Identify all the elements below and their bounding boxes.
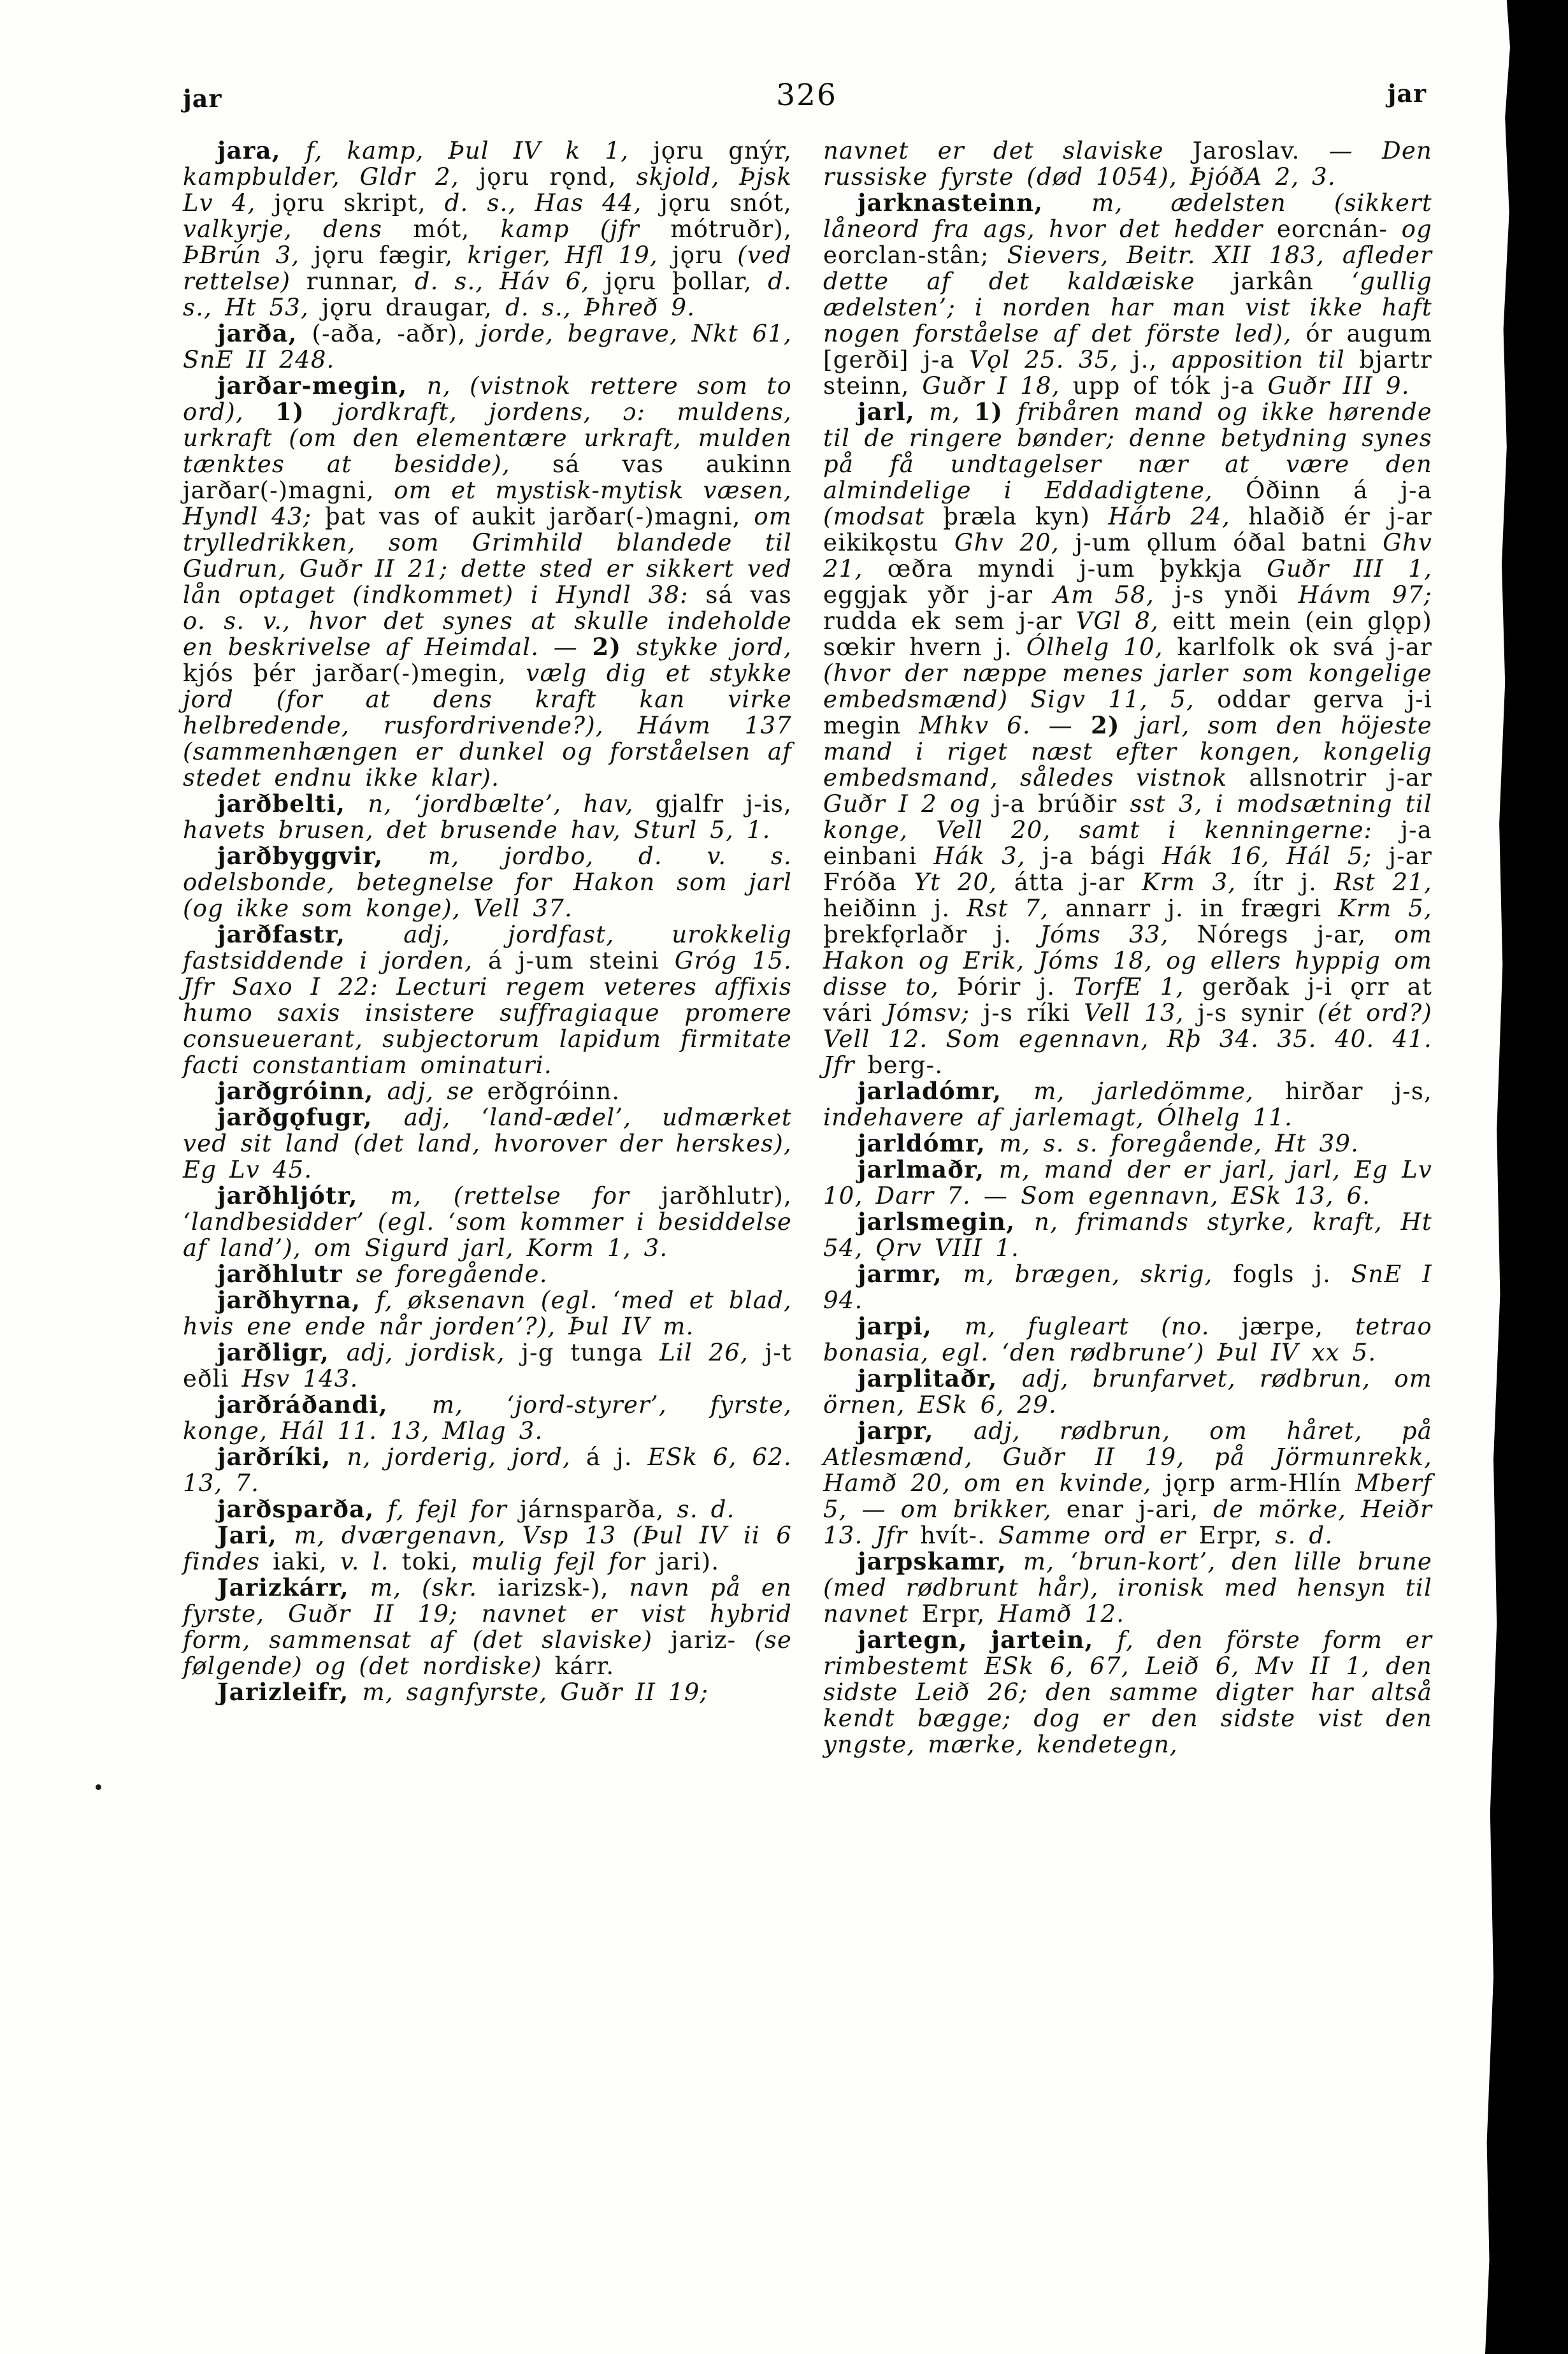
entry-gloss-text: Hsv 143. bbox=[241, 1365, 359, 1392]
entry-gloss-text: VGl 8, bbox=[1075, 607, 1173, 635]
entry-gloss-text: Mhkv 6. — bbox=[919, 712, 1091, 739]
entry-headword-text: Jari, bbox=[217, 1521, 294, 1549]
entry-gloss-text: om et mystisk-mytisk væsen, Hyndl 43; bbox=[183, 477, 792, 530]
entry-gloss-text: (ét ord?) Vell 12. Som egennavn, Rþ 34. 35. 40. 41. Jfr bbox=[823, 999, 1433, 1079]
entry-headword-text: jarladómr, bbox=[858, 1077, 1034, 1105]
entry-citation-text: karlfolk ok svá j-ar bbox=[1177, 633, 1432, 661]
entry-citation-text: fogls j. bbox=[1233, 1260, 1351, 1288]
dictionary-entry bbox=[183, 1183, 792, 1261]
dictionary-entry bbox=[183, 1496, 792, 1522]
entry-gloss-text: v. l. bbox=[340, 1548, 402, 1575]
entry-gloss-text: Guðr I 18, bbox=[922, 372, 1073, 400]
dictionary-entry bbox=[183, 138, 792, 321]
entry-citation-text: upp of tók j-a bbox=[1072, 372, 1268, 400]
entry-citation-text: jǫrp arm-Hlín bbox=[1165, 1469, 1356, 1497]
entry-citation-text: berg-. bbox=[867, 1051, 944, 1079]
entry-gloss-text: n, jorderig, jord, bbox=[347, 1443, 586, 1471]
entry-citation-text: jǫru þollar, bbox=[605, 268, 768, 295]
text-column-left bbox=[183, 138, 792, 1705]
dictionary-entry bbox=[823, 399, 1432, 1078]
entry-gloss-text: o. s. v., hvor det synes at skulle indeholde en beskrivelse af Heimdal. — bbox=[183, 607, 792, 661]
entry-citation-text: oddar gerva j-i megin bbox=[823, 686, 1432, 739]
entry-gloss-text: Krm 5, bbox=[1338, 895, 1432, 922]
entry-citation-text: j-s ynði bbox=[1174, 581, 1298, 609]
dictionary-entry bbox=[183, 1679, 792, 1705]
entry-citation-text: þræla kyn) bbox=[943, 503, 1109, 530]
entry-headword-text: jarknasteinn, bbox=[858, 189, 1092, 217]
dictionary-entry bbox=[183, 1392, 792, 1444]
entry-gloss-text: se foregående. bbox=[356, 1260, 548, 1288]
entry-gloss-text: adj, jordfast, urokkelig fastsiddende i jorden, bbox=[183, 921, 792, 974]
entry-gloss-text: valkyrje, dens bbox=[183, 215, 414, 243]
dictionary-entry bbox=[183, 1287, 792, 1339]
entry-gloss-text: stykke jord, bbox=[636, 633, 792, 661]
entry-gloss-text: Mberf 5, — om brikker, bbox=[823, 1469, 1432, 1523]
entry-citation-text: iarizsk-), bbox=[498, 1574, 629, 1601]
entry-citation-text: þrekfǫrlaðr j. bbox=[823, 921, 1040, 948]
entry-gloss-text: m, brægen, skrig, bbox=[963, 1260, 1234, 1288]
entry-headword-text: jarðsparða, bbox=[217, 1495, 388, 1523]
entry-citation-text: œðra myndi j-um þykkja bbox=[887, 555, 1267, 582]
entry-headword-text: jarlsmegin, bbox=[858, 1208, 1035, 1236]
entry-headword-text: jarpskamr, bbox=[858, 1547, 1023, 1575]
entry-gloss-text: m, (rettelse for bbox=[390, 1182, 662, 1209]
entry-citation-text: j-g tunga bbox=[521, 1339, 660, 1366]
entry-gloss-text: m, ‘brun-kort’, den lille brune (med rødbrunt hår), ironisk med hensyn til navnet bbox=[823, 1548, 1432, 1628]
entry-gloss-text: (se følgende) og (det nordiske) bbox=[183, 1626, 792, 1680]
entry-citation-text: á j-um steini bbox=[487, 947, 675, 974]
entry-gloss-text: vælg dig et stykke jord (for at dens kraft kan virke helbredende, rusfordrivende?), Hávm 137 (sammenhængen er dunkel og forståelsen af stedet endnu ikke klar). bbox=[183, 660, 792, 791]
entry-citation-text: j-s ríki bbox=[983, 999, 1084, 1027]
entry-citation-text: á j. bbox=[586, 1443, 648, 1471]
dictionary-entry bbox=[823, 1157, 1432, 1209]
entry-gloss-text: ‘gullig ædelsten’; i norden har man vist ikke haft nogen forståelse af det förste led), bbox=[823, 268, 1432, 347]
entry-citation-text: erðgróinn. bbox=[487, 1078, 621, 1105]
entry-headword-text: jarðráðandi, bbox=[217, 1390, 432, 1419]
entry-headword-text: jarðligr, bbox=[217, 1338, 347, 1366]
entry-gloss-text: Am 58, bbox=[1053, 581, 1175, 609]
entry-gloss-text: ‘landbesidder’ (egl. ‘som kommer i besiddelse af land’), om Sigurd jarl, Korm 1, 3. bbox=[183, 1208, 792, 1262]
entry-gloss-text: n, frimands styrke, kraft, Ht 54, Ǫrv VIII 1. bbox=[823, 1208, 1432, 1262]
entry-gloss-text: m, dværgenavn, Vsp 13 (Þul IV ii 6 findes bbox=[183, 1522, 792, 1575]
dictionary-entry bbox=[183, 1078, 792, 1104]
dictionary-entry bbox=[823, 1130, 1432, 1157]
entry-headword-text: Jarizkárr, bbox=[217, 1573, 370, 1601]
entry-headword-text: jartegn, jartein, bbox=[858, 1626, 1118, 1654]
entry-gloss-text: s. d. bbox=[677, 1496, 735, 1523]
entry-citation-text: jarkân bbox=[1233, 268, 1352, 295]
entry-headword-text: jarlmaðr, bbox=[858, 1155, 999, 1183]
running-head-right: jar bbox=[1387, 79, 1427, 108]
entry-gloss-text: Hák 3, bbox=[933, 842, 1042, 870]
entry-gloss-text: Samme ord er bbox=[998, 1522, 1199, 1549]
dictionary-entry bbox=[183, 321, 792, 373]
entry-headword-text: jarplitaðr, bbox=[858, 1364, 1022, 1392]
entry-gloss-text: apposition til bbox=[1171, 346, 1360, 373]
running-head-left: jar bbox=[183, 84, 222, 113]
entry-gloss-text: skjold, Þjsk Lv 4, bbox=[183, 163, 792, 217]
dictionary-entry bbox=[823, 190, 1432, 399]
entry-headword-text: jarpr, bbox=[858, 1417, 974, 1445]
entry-headword-text: jarðar-megin, bbox=[217, 372, 427, 400]
entry-headword-text: 2) bbox=[1090, 711, 1139, 739]
entry-citation-text: j-um ǫllum óðal batni bbox=[1075, 529, 1383, 556]
dictionary-entry bbox=[823, 1418, 1432, 1549]
entry-citation-text: j-t eðli bbox=[183, 1339, 792, 1392]
entry-headword-text: jarðhlutr bbox=[217, 1260, 356, 1288]
entry-citation-text: Nóregs j-ar, bbox=[1197, 921, 1395, 948]
entry-gloss-text: d. s., Ht 53, bbox=[183, 268, 792, 321]
dictionary-entry bbox=[183, 1339, 792, 1392]
entry-citation-text: jǫru skript, bbox=[274, 189, 445, 217]
entry-gloss-text: jordkraft, jordens, ɔ: muldens, urkraft (om den elementære urkraft, mulden tænktes at besidde), bbox=[183, 398, 792, 478]
entry-citation-text: enar j-ari, bbox=[1066, 1496, 1214, 1523]
entry-citation-text: gerðak j-i ǫrr at vári bbox=[823, 973, 1432, 1027]
entry-citation-text: Þórir j. bbox=[957, 973, 1074, 1000]
dictionary-entry bbox=[183, 791, 792, 843]
text-column-right bbox=[823, 138, 1432, 1758]
entry-gloss-text: Vǫl 25. 35, bbox=[969, 346, 1133, 373]
entry-gloss-text: n, (vistnok rettere som to ord), bbox=[183, 372, 792, 426]
entry-headword-text: jarldómr, bbox=[858, 1129, 1000, 1157]
entry-gloss-text: adj, ‘land-ædel’, udmærket ved sit land (det land, hvorover der herskes), Eg Lv 45. bbox=[183, 1104, 792, 1183]
entry-gloss-text: Sievers, Beitr. XII 183, afleder dette af det kaldæiske bbox=[823, 242, 1433, 295]
entry-gloss-text: Yt 20, bbox=[914, 869, 1014, 896]
entry-citation-text: Óðinn á j-a bbox=[1246, 477, 1432, 504]
entry-gloss-text: d. s., Háv 6, bbox=[414, 268, 606, 295]
entry-gloss-text: om Hakon og Erik, Jóms 18, og ellers hyppig om disse to, bbox=[823, 921, 1432, 1000]
entry-headword-text: jarðgróinn, bbox=[217, 1077, 387, 1105]
entry-citation-text: jarðhlutr), bbox=[661, 1182, 792, 1209]
entry-citation-text: jǫru gnýr, bbox=[653, 137, 793, 164]
entry-gloss-text: Guðr III 1, bbox=[1267, 555, 1433, 582]
entry-gloss-text: adj, jordisk, bbox=[346, 1339, 522, 1366]
entry-gloss-text: m, jarledömme, bbox=[1033, 1078, 1286, 1105]
entry-gloss-text: f, fejl for bbox=[387, 1496, 520, 1523]
entry-gloss-text: n, ‘jordbælte’, hav, bbox=[368, 790, 656, 818]
dictionary-entry bbox=[183, 843, 792, 921]
entry-citation-text: sá vas bbox=[705, 581, 793, 609]
entry-citation-text: j-a bági bbox=[1042, 842, 1162, 870]
entry-citation-text: mót, bbox=[413, 215, 501, 243]
dictionary-entry bbox=[183, 1444, 792, 1496]
entry-gloss-text: Vell 13, bbox=[1084, 999, 1198, 1027]
entry-gloss-text: fribåren mand og ikke hørende til de ringere bønder; denne betydning synes på få undtagelser nær at være den almindelige i Eddadigtene, bbox=[823, 398, 1433, 504]
entry-citation-text: iaki, bbox=[273, 1548, 340, 1575]
entry-citation-text: j-ar Fróða bbox=[823, 842, 1433, 896]
entry-headword-text: jarðbyggvir, bbox=[217, 842, 429, 870]
entry-gloss-text: jarl, som den höjeste mand i riget næst efter kongen, kongelig embedsmand, således vistnok bbox=[823, 712, 1433, 791]
entry-gloss-text: Ólhelg 10, bbox=[1026, 633, 1177, 661]
entry-gloss-text: m, mand der er jarl, jarl, Eg Lv 10, Darr 7. — Som egennavn, ESk 13, 6. bbox=[823, 1156, 1432, 1209]
entry-citation-text: heiðinn j. bbox=[823, 895, 967, 922]
entry-citation-text: annarr j. in frægri bbox=[1065, 895, 1339, 922]
dictionary-entry bbox=[183, 1104, 792, 1183]
entry-gloss-text: Jómsv; bbox=[886, 999, 984, 1027]
entry-citation-text: (-aða, -aðr), bbox=[312, 320, 480, 347]
entry-citation-text: jǫru bbox=[672, 242, 738, 269]
entry-gloss-text: Guðr III 9. bbox=[1267, 372, 1410, 400]
entry-gloss-text: TorfE 1, bbox=[1073, 973, 1202, 1000]
entry-gloss-text: (hvor der næppe menes jarler som kongelige embedsmænd) Sigv 11, 5, bbox=[823, 660, 1432, 713]
scan-speck bbox=[96, 1784, 101, 1790]
entry-gloss-text: Rst 7, bbox=[967, 895, 1066, 922]
entry-citation-text: gjalfr j-is, bbox=[655, 790, 792, 818]
entry-headword-text: jarðbelti, bbox=[217, 790, 368, 818]
entry-citation-text: jǫru fægir, bbox=[313, 242, 468, 269]
entry-gloss-text: m, (skr. bbox=[370, 1574, 498, 1601]
entry-gloss-text: ÞBrún 3, bbox=[183, 242, 314, 269]
entry-headword-text: jarðhyrna, bbox=[217, 1286, 377, 1314]
entry-headword-text: jarmr, bbox=[858, 1260, 963, 1288]
entry-gloss-text: m, jordbo, d. v. s. odelsbonde, betegnelse for Hakon som jarl (og ikke som konge), Vell 37. bbox=[183, 842, 792, 922]
entry-citation-text: bjartr steinn, bbox=[823, 346, 1433, 400]
entry-gloss-text: kampbulder, Gldr 2, bbox=[183, 163, 479, 191]
entry-gloss-text: (modsat bbox=[823, 503, 944, 530]
entry-citation-text: jari). bbox=[658, 1548, 720, 1575]
entry-gloss-text: SnE I 94. bbox=[823, 1260, 1432, 1314]
entry-gloss-text: navnet er det slaviske bbox=[823, 137, 1193, 164]
entry-gloss-text: kriger, Hfl 19, bbox=[467, 242, 673, 269]
entry-citation-text: hvít-. bbox=[920, 1522, 999, 1549]
entry-headword-text: jarðhljótr, bbox=[217, 1181, 391, 1209]
page-number: 326 bbox=[776, 78, 837, 113]
entry-gloss-text: Gróg 15. Jfr Saxo I 22: Lecturi regem veteres affixis humo saxis insistere suffragiaque promere consueuerant, subjectorum lapidum firmitate facti constantiam ominaturi. bbox=[183, 947, 792, 1079]
entry-headword-text: 1) bbox=[275, 398, 337, 426]
entry-citation-text: eggjak yðr j-ar bbox=[823, 581, 1054, 609]
entry-gloss-text: adj, se bbox=[387, 1078, 487, 1105]
entry-gloss-text: Rst 21, bbox=[1334, 869, 1433, 896]
dictionary-entry bbox=[183, 1522, 792, 1575]
entry-gloss-text: de mörke, Heiðr 13. Jfr bbox=[823, 1496, 1432, 1549]
entry-gloss-text: m, bbox=[929, 398, 974, 426]
entry-citation-text: j., bbox=[1132, 346, 1172, 373]
entry-gloss-text: kamp (jfr bbox=[500, 215, 671, 243]
scan-edge-artifact bbox=[1485, 0, 1568, 2354]
entry-citation-text: eorcnán- bbox=[1276, 215, 1402, 243]
entry-citation-text: Erpr, bbox=[921, 1600, 998, 1628]
entry-gloss-text: sst 3, i modsætning til konge, Vell 20, samt i kenningerne: bbox=[823, 790, 1432, 844]
dictionary-entry bbox=[183, 1261, 792, 1287]
entry-citation-text: hirðar j-s, bbox=[1285, 1078, 1432, 1105]
entry-citation-text: jǫru rǫnd, bbox=[478, 163, 637, 191]
entry-citation-text: jærpe, bbox=[1241, 1313, 1356, 1340]
entry-gloss-text: Guðr I 2 og bbox=[823, 790, 994, 818]
dictionary-entry bbox=[823, 1078, 1432, 1130]
entry-gloss-text: Jóms 33, bbox=[1040, 921, 1197, 948]
entry-citation-text: hlaðið ér j-ar eikikǫstu bbox=[823, 503, 1432, 556]
entry-gloss-text: Hárb 24, bbox=[1108, 503, 1249, 530]
entry-citation-text: jǫru snót, bbox=[660, 189, 792, 217]
entry-citation-text: j-a brúðir bbox=[993, 790, 1130, 818]
entry-gloss-text: d. s., Has 44, bbox=[444, 189, 661, 217]
entry-headword-text: jarl, bbox=[858, 398, 930, 426]
entry-citation-text: toki, bbox=[401, 1548, 471, 1575]
dictionary-entry bbox=[823, 138, 1432, 190]
dictionary-entry bbox=[823, 1366, 1432, 1418]
entry-headword-text: jarðfastr, bbox=[217, 920, 404, 948]
entry-gloss-text: jorde, begrave, Nkt 61, SnE II 248. bbox=[183, 320, 793, 373]
entry-gloss-text: s. d. bbox=[1275, 1522, 1334, 1549]
dictionary-entry bbox=[823, 1209, 1432, 1261]
entry-headword-text: Jarizleifr, bbox=[217, 1678, 363, 1706]
entry-gloss-text: f, øksenavn (egl. ‘med et blad, hvis ene ende når jorden’?), Þul IV m. bbox=[183, 1287, 792, 1340]
entry-gloss-text: m, s. s. foregående, Ht 39. bbox=[999, 1130, 1360, 1157]
entry-citation-text: kjós þér jarðar(-)megin, bbox=[183, 660, 526, 687]
entry-gloss-text: havets brusen, det brusende hav, Sturl 5, 1. bbox=[183, 816, 771, 844]
entry-headword-text: jarða, bbox=[217, 319, 312, 347]
entry-citation-text: allsnotrir j-ar bbox=[1249, 764, 1432, 791]
entry-headword-text: jarðgǫfugr, bbox=[217, 1103, 404, 1131]
entry-gloss-text: f, kamp, Þul IV k 1, bbox=[305, 137, 654, 164]
entry-citation-text: járnsparða, bbox=[519, 1496, 677, 1523]
entry-gloss-text: Lil 26, bbox=[659, 1339, 765, 1366]
entry-gloss-text: Hák 16, Hál 5; bbox=[1162, 842, 1389, 870]
entry-gloss-text: Ghv 20, bbox=[954, 529, 1075, 556]
entry-gloss-text: f, den förste form er rimbestemt ESk 6, 67, Leið 6, Mv II 1, den sidste Leið 26; den samme digter har altså kendt bægge; dog er den sidste vist den yngste, mærke, kendetegn, bbox=[823, 1626, 1432, 1758]
entry-citation-text: runnar, bbox=[306, 268, 415, 295]
entry-gloss-text: tetrao bonasia, egl. ‘den rødbrune’) Þul IV xx 5. bbox=[823, 1313, 1432, 1366]
dictionary-entry bbox=[823, 1549, 1432, 1627]
dictionary-entry bbox=[183, 921, 792, 1078]
entry-gloss-text: og bbox=[1401, 215, 1432, 243]
dictionary-entry bbox=[183, 1575, 792, 1679]
entry-citation-text: rudda ek sem j-ar bbox=[823, 607, 1076, 635]
entry-headword-text: 2) bbox=[592, 633, 637, 661]
entry-citation-text: átta j-ar bbox=[1014, 869, 1142, 896]
entry-citation-text: Jaroslav. bbox=[1192, 137, 1329, 164]
entry-citation-text: ítr j. bbox=[1253, 869, 1334, 896]
dictionary-entry bbox=[823, 1261, 1432, 1313]
entry-gloss-text: adj, rødbrun, om håret, på Atlesmænd, Guðr II 19, på Jörmunrekk, Hamð 20, om en kvinde, bbox=[823, 1417, 1432, 1497]
entry-gloss-text: Ghv 21, bbox=[823, 529, 1432, 582]
entry-citation-text: mótruðr), bbox=[670, 215, 792, 243]
entry-gloss-text: m, sagnfyrste, Guðr II 19; bbox=[362, 1679, 709, 1706]
entry-citation-text: eorclan-stân; bbox=[823, 242, 1007, 269]
entry-gloss-text: adj, brunfarvet, rødbrun, om örnen, ESk 6, 29. bbox=[823, 1365, 1432, 1419]
entry-gloss-text: m, ædelsten (sikkert låneord fra ags, hvor det hedder bbox=[823, 189, 1432, 243]
entry-headword-text: jara, bbox=[217, 136, 306, 164]
entry-citation-text: j-a einbani bbox=[823, 816, 1432, 870]
entry-citation-text: Erpr, bbox=[1198, 1522, 1276, 1549]
entry-gloss-text: om trylledrikken, som Grimhild blandede til Gudrun, Guðr II 21; dette sted er sikkert ved lån optaget (indkommet) i Hyndl 38: bbox=[183, 503, 792, 609]
entry-citation-text: kárr. bbox=[554, 1652, 615, 1680]
entry-gloss-text: mulig fejl for bbox=[471, 1548, 658, 1575]
entry-gloss-text: ESk 6, 62. 13, 7. bbox=[183, 1443, 792, 1497]
entry-citation-text: jǫru draugar, bbox=[321, 294, 505, 321]
dictionary-entry bbox=[823, 1627, 1432, 1758]
entry-gloss-text: d. s., Þhreð 9. bbox=[505, 294, 696, 321]
entry-citation-text: eitt mein (ein glǫp) sœkir hvern j. bbox=[823, 607, 1432, 661]
entry-citation-text: þat vas of aukit jarðar(-)magni, bbox=[324, 503, 754, 530]
entry-gloss-text: indehavere af jarlemagt, Ólhelg 11. bbox=[823, 1104, 1293, 1131]
entry-gloss-text: Hávm 97; bbox=[1298, 581, 1432, 609]
entry-gloss-text: m, ‘jord-styrer’, fyrste, konge, Hál 11. 13, Mlag 3. bbox=[183, 1391, 792, 1445]
entry-gloss-text: m, fugleart (no. bbox=[964, 1313, 1242, 1340]
entry-citation-text: jariz- bbox=[671, 1626, 755, 1654]
entry-gloss-text: Hamð 12. bbox=[998, 1600, 1125, 1628]
entry-headword-text: jarðríki, bbox=[217, 1443, 347, 1471]
entry-gloss-text: Krm 3, bbox=[1142, 869, 1253, 896]
entry-citation-text: sá vas aukinn jarðar(-)magni, bbox=[183, 451, 792, 504]
entry-citation-text: j-s synir bbox=[1197, 999, 1318, 1027]
entry-headword-text: jarpi, bbox=[858, 1312, 965, 1340]
dictionary-entry bbox=[823, 1313, 1432, 1366]
entry-gloss-text: (ved rettelse) bbox=[183, 242, 793, 295]
running-head bbox=[183, 78, 1430, 119]
entry-gloss-text: navn på en fyrste, Guðr II 19; navnet er vist hybrid form, sammensat af (det slaviske) bbox=[183, 1574, 792, 1654]
dictionary-entry bbox=[183, 373, 792, 791]
entry-gloss-text: — Den russiske fyrste (død 1054), ÞjóðA 2, 3. bbox=[823, 137, 1432, 191]
entry-headword-text: 1) bbox=[974, 398, 1018, 426]
entry-citation-text: ór augum [gerði] j-a bbox=[823, 320, 1432, 373]
